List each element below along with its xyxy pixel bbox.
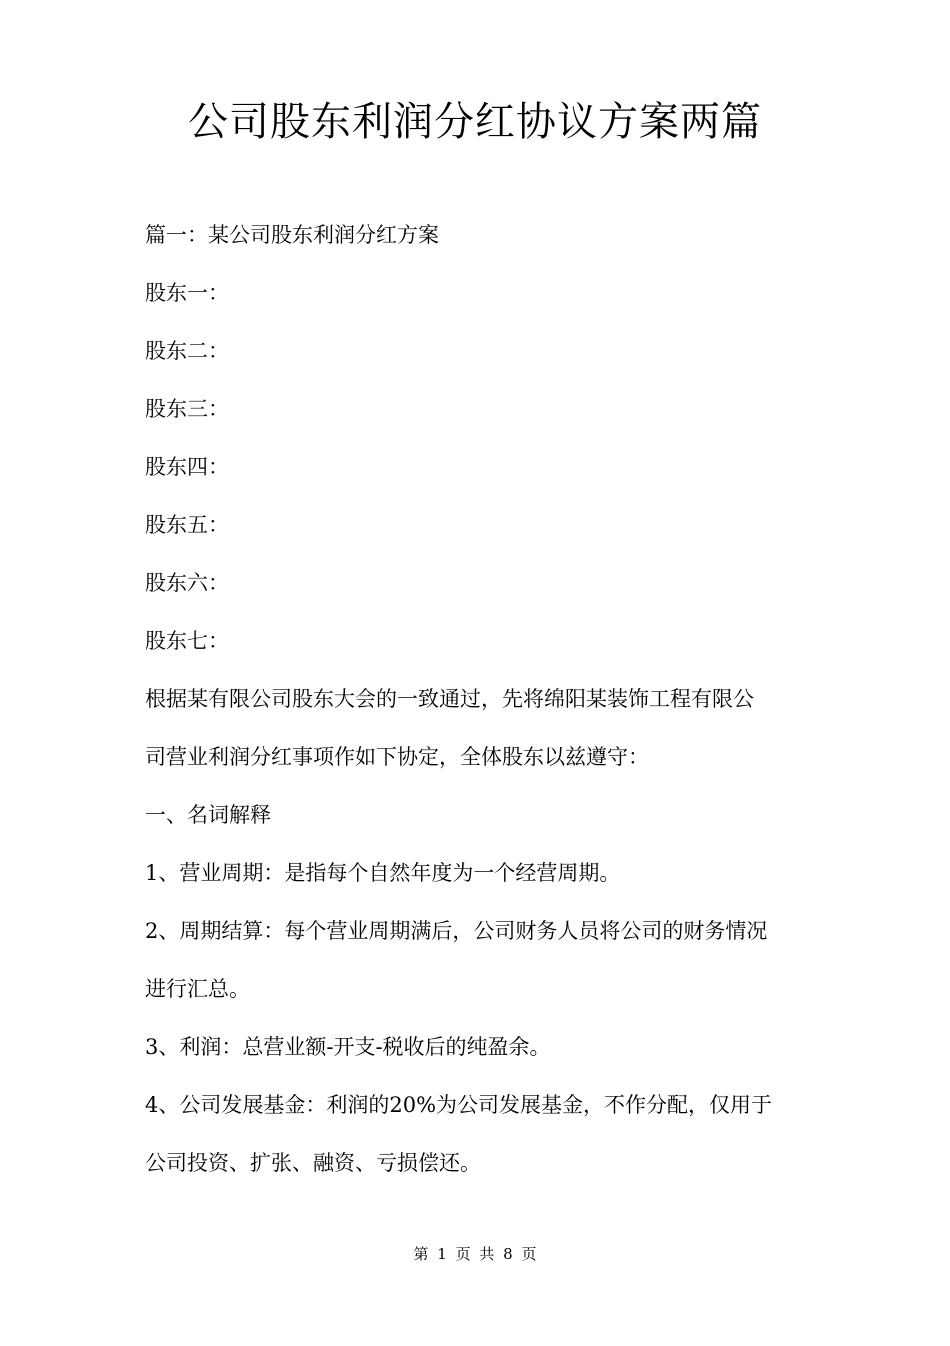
shareholder-line: 股东二： bbox=[145, 339, 229, 363]
paragraph-line: 根据某有限公司股东大会的一致通过，先将绵阳某装饰工程有限公 bbox=[145, 687, 754, 711]
definition-item: 4、公司发展基金：利润的20%为公司发展基金，不作分配，仅用于 bbox=[145, 1093, 773, 1117]
shareholder-line: 股东五： bbox=[145, 513, 229, 537]
paragraph-line: 司营业利润分红事项作如下协定，全体股东以兹遵守： bbox=[145, 745, 649, 769]
shareholder-line: 股东四： bbox=[145, 455, 229, 479]
shareholder-line: 股东三： bbox=[145, 397, 229, 421]
definition-item: 2、周期结算：每个营业周期满后，公司财务人员将公司的财务情况 bbox=[145, 919, 768, 943]
shareholder-line: 股东七： bbox=[145, 629, 229, 653]
subsection-heading: 一、名词解释 bbox=[145, 803, 271, 827]
definition-item: 3、利润：总营业额-开支-税收后的纯盈余。 bbox=[145, 1035, 551, 1059]
shareholder-line: 股东六： bbox=[145, 571, 229, 595]
page-number-footer: 第 1 页 共 8 页 bbox=[413, 1245, 537, 1263]
definition-item-continuation: 进行汇总。 bbox=[145, 977, 250, 1001]
document-title: 公司股东利润分红协议方案两篇 bbox=[188, 99, 762, 145]
definition-item: 1、营业周期：是指每个自然年度为一个经营周期。 bbox=[145, 861, 621, 885]
shareholder-line: 股东一： bbox=[145, 281, 229, 305]
definition-item-continuation: 公司投资、扩张、融资、亏损偿还。 bbox=[145, 1151, 481, 1175]
section-heading: 篇一：某公司股东利润分红方案 bbox=[145, 223, 439, 247]
